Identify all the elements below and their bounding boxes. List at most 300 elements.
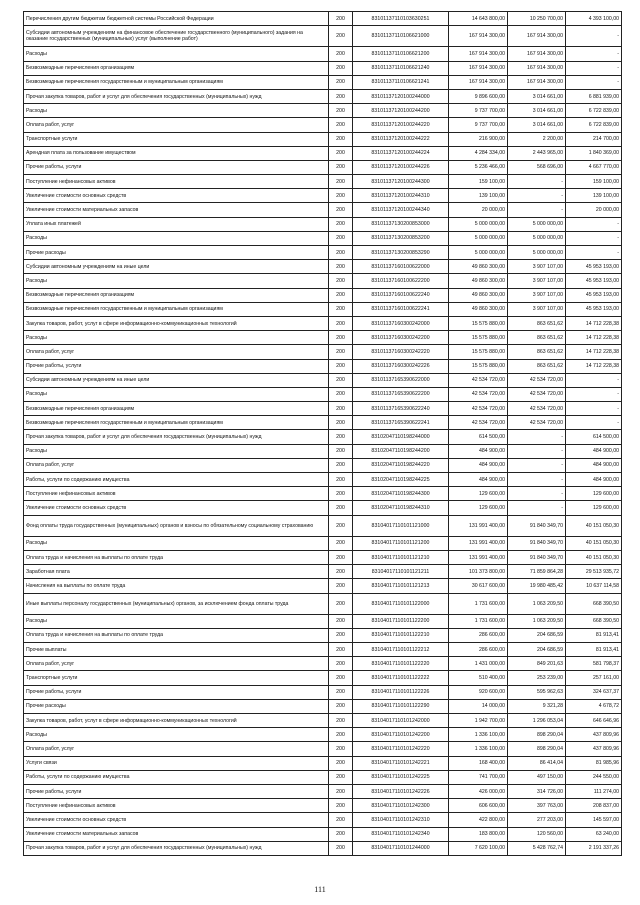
- row-classification-code-cell: 83101137165390622200: [353, 387, 449, 401]
- row-approved-amount-cell: 129 600,00: [449, 487, 508, 501]
- row-approved-amount-cell: 5 000 000,00: [449, 231, 508, 245]
- row-unexecuted-amount-cell: 45 953 193,00: [566, 302, 622, 316]
- row-name-cell: Услуги связи: [24, 756, 329, 770]
- row-classification-code-cell: 83104017110101242226: [353, 784, 449, 798]
- row-name-cell: Перечисления другим бюджетам бюджетной системы Российской Федерации: [24, 12, 329, 26]
- row-unexecuted-amount-cell: 10 637 114,58: [566, 579, 622, 593]
- row-executed-amount-cell: -: [508, 444, 566, 458]
- row-approved-amount-cell: 286 600,00: [449, 643, 508, 657]
- row-classification-code-cell: 83101137160100622000: [353, 260, 449, 274]
- row-classification-code-cell: 83101137130200853000: [353, 217, 449, 231]
- row-executed-amount-cell: 5 000 000,00: [508, 231, 566, 245]
- row-unexecuted-amount-cell: 208 837,00: [566, 799, 622, 813]
- row-code-cell: 200: [329, 473, 353, 487]
- row-unexecuted-amount-cell: -: [566, 387, 622, 401]
- row-approved-amount-cell: 183 800,00: [449, 827, 508, 841]
- row-classification-code-cell: 83101137110106621241: [353, 75, 449, 89]
- row-executed-amount-cell: 3 907 107,00: [508, 260, 566, 274]
- row-code-cell: 200: [329, 387, 353, 401]
- row-unexecuted-amount-cell: -: [566, 217, 622, 231]
- row-executed-amount-cell: 91 840 349,70: [508, 536, 566, 550]
- row-name-cell: Увеличение стоимости основных средств: [24, 501, 329, 515]
- row-unexecuted-amount-cell: 6 722 839,00: [566, 118, 622, 132]
- row-classification-code-cell: 83101137120100244300: [353, 175, 449, 189]
- row-classification-code-cell: 83101137165390622241: [353, 416, 449, 430]
- table-row: [24, 671, 622, 685]
- row-name-cell: Безвозмездные перечисления государственным и муниципальным организациям: [24, 416, 329, 430]
- table-body: [24, 12, 622, 856]
- row-unexecuted-amount-cell: 20 000,00: [566, 203, 622, 217]
- row-approved-amount-cell: 168 400,00: [449, 756, 508, 770]
- row-executed-amount-cell: 3 014 661,00: [508, 89, 566, 103]
- row-executed-amount-cell: 42 534 720,00: [508, 373, 566, 387]
- row-approved-amount-cell: 1 431 000,00: [449, 657, 508, 671]
- row-approved-amount-cell: 49 860 300,00: [449, 288, 508, 302]
- row-approved-amount-cell: 20 000,00: [449, 203, 508, 217]
- row-executed-amount-cell: 863 651,62: [508, 331, 566, 345]
- row-classification-code-cell: 83101137160100622240: [353, 288, 449, 302]
- row-code-cell: 200: [329, 685, 353, 699]
- row-executed-amount-cell: 71 859 864,28: [508, 565, 566, 579]
- row-name-cell: Оплата труда и начисления на выплаты по оплате труда: [24, 628, 329, 642]
- row-code-cell: 200: [329, 657, 353, 671]
- row-executed-amount-cell: 167 914 300,00: [508, 47, 566, 61]
- row-name-cell: Безвозмездные перечисления организациям: [24, 288, 329, 302]
- table-row: [24, 473, 622, 487]
- row-executed-amount-cell: 3 907 107,00: [508, 288, 566, 302]
- row-unexecuted-amount-cell: 484 900,00: [566, 473, 622, 487]
- row-executed-amount-cell: 849 201,63: [508, 657, 566, 671]
- table-row: [24, 12, 622, 26]
- row-unexecuted-amount-cell: -: [566, 61, 622, 75]
- row-classification-code-cell: 83104017110101242221: [353, 756, 449, 770]
- row-executed-amount-cell: 3 907 107,00: [508, 302, 566, 316]
- table-row: [24, 501, 622, 515]
- row-approved-amount-cell: 15 575 880,00: [449, 316, 508, 330]
- row-code-cell: 200: [329, 827, 353, 841]
- table-row: [24, 458, 622, 472]
- row-code-cell: 200: [329, 550, 353, 564]
- row-name-cell: Прочие работы, услуги: [24, 359, 329, 373]
- row-code-cell: 200: [329, 89, 353, 103]
- table-row: [24, 770, 622, 784]
- row-unexecuted-amount-cell: 45 953 193,00: [566, 274, 622, 288]
- row-name-cell: Прочие работы, услуги: [24, 784, 329, 798]
- row-name-cell: Прочие работы, услуги: [24, 685, 329, 699]
- row-classification-code-cell: 83101137130200853290: [353, 246, 449, 260]
- row-approved-amount-cell: 101 373 800,00: [449, 565, 508, 579]
- row-code-cell: 200: [329, 189, 353, 203]
- row-code-cell: 200: [329, 813, 353, 827]
- table-row: [24, 813, 622, 827]
- table-row: [24, 246, 622, 260]
- row-executed-amount-cell: 120 560,00: [508, 827, 566, 841]
- row-approved-amount-cell: 1 336 100,00: [449, 728, 508, 742]
- row-unexecuted-amount-cell: 437 809,96: [566, 728, 622, 742]
- row-name-cell: Поступление нефинансовых активов: [24, 487, 329, 501]
- table-row: [24, 756, 622, 770]
- row-executed-amount-cell: -: [508, 473, 566, 487]
- row-unexecuted-amount-cell: 14 712 228,38: [566, 331, 622, 345]
- table-row: [24, 61, 622, 75]
- row-unexecuted-amount-cell: 4 393 100,00: [566, 12, 622, 26]
- row-code-cell: 200: [329, 784, 353, 798]
- row-code-cell: 200: [329, 593, 353, 614]
- row-name-cell: Расходы: [24, 47, 329, 61]
- row-classification-code-cell: 83101137160300242000: [353, 316, 449, 330]
- row-unexecuted-amount-cell: -: [566, 47, 622, 61]
- row-code-cell: 200: [329, 246, 353, 260]
- row-approved-amount-cell: 9 737 700,00: [449, 118, 508, 132]
- table-row: [24, 373, 622, 387]
- table-row: [24, 416, 622, 430]
- row-approved-amount-cell: 42 534 720,00: [449, 373, 508, 387]
- row-unexecuted-amount-cell: 45 953 193,00: [566, 260, 622, 274]
- row-classification-code-cell: 83101137160300242200: [353, 331, 449, 345]
- row-name-cell: Уплата иных платежей: [24, 217, 329, 231]
- row-approved-amount-cell: 1 731 600,00: [449, 593, 508, 614]
- row-approved-amount-cell: 167 914 300,00: [449, 47, 508, 61]
- row-classification-code-cell: 83101137160300242226: [353, 359, 449, 373]
- row-executed-amount-cell: -: [508, 189, 566, 203]
- row-unexecuted-amount-cell: 63 240,00: [566, 827, 622, 841]
- row-code-cell: 200: [329, 359, 353, 373]
- row-approved-amount-cell: 167 914 300,00: [449, 75, 508, 89]
- row-executed-amount-cell: 91 840 349,70: [508, 515, 566, 536]
- row-classification-code-cell: 83104017110101122200: [353, 614, 449, 628]
- table-row: [24, 47, 622, 61]
- row-code-cell: 200: [329, 536, 353, 550]
- row-code-cell: 200: [329, 487, 353, 501]
- row-name-cell: Оплата труда и начисления на выплаты по оплате труда: [24, 550, 329, 564]
- row-name-cell: Увеличение стоимости материальных запасов: [24, 203, 329, 217]
- row-unexecuted-amount-cell: 6 881 939,00: [566, 89, 622, 103]
- row-code-cell: 200: [329, 104, 353, 118]
- row-name-cell: Иные выплаты персоналу государственных (муниципальных) органов, за исключением фонда оплаты труда: [24, 593, 329, 614]
- row-unexecuted-amount-cell: 129 600,00: [566, 487, 622, 501]
- row-approved-amount-cell: 614 500,00: [449, 430, 508, 444]
- row-classification-code-cell: 83101137165390622240: [353, 402, 449, 416]
- row-classification-code-cell: 83104017110101122212: [353, 643, 449, 657]
- budget-report-page: [23, 11, 621, 856]
- row-executed-amount-cell: 1 296 053,04: [508, 714, 566, 728]
- table-row: [24, 699, 622, 713]
- row-approved-amount-cell: 42 534 720,00: [449, 402, 508, 416]
- row-unexecuted-amount-cell: 40 151 050,30: [566, 550, 622, 564]
- row-executed-amount-cell: 42 534 720,00: [508, 387, 566, 401]
- row-code-cell: 200: [329, 671, 353, 685]
- row-unexecuted-amount-cell: -: [566, 402, 622, 416]
- row-approved-amount-cell: 49 860 300,00: [449, 302, 508, 316]
- row-code-cell: 200: [329, 160, 353, 174]
- row-unexecuted-amount-cell: 14 712 228,38: [566, 359, 622, 373]
- table-row: [24, 714, 622, 728]
- row-executed-amount-cell: 1 063 209,50: [508, 614, 566, 628]
- page-number: 111: [314, 885, 326, 894]
- row-classification-code-cell: 83102047110198244310: [353, 501, 449, 515]
- row-classification-code-cell: 83101137120100244200: [353, 104, 449, 118]
- table-row: [24, 203, 622, 217]
- row-unexecuted-amount-cell: 668 390,50: [566, 593, 622, 614]
- row-code-cell: 200: [329, 274, 353, 288]
- row-executed-amount-cell: 314 726,00: [508, 784, 566, 798]
- row-code-cell: 200: [329, 458, 353, 472]
- table-row: [24, 260, 622, 274]
- row-code-cell: 200: [329, 175, 353, 189]
- row-unexecuted-amount-cell: 581 798,37: [566, 657, 622, 671]
- row-code-cell: 200: [329, 444, 353, 458]
- row-classification-code-cell: 83104017110101122210: [353, 628, 449, 642]
- row-approved-amount-cell: 5 000 000,00: [449, 246, 508, 260]
- row-name-cell: Расходы: [24, 444, 329, 458]
- row-classification-code-cell: 83104017110101242000: [353, 714, 449, 728]
- row-unexecuted-amount-cell: 2 191 337,26: [566, 841, 622, 855]
- row-name-cell: Безвозмездные перечисления государственным и муниципальным организациям: [24, 302, 329, 316]
- row-executed-amount-cell: 1 063 209,50: [508, 593, 566, 614]
- row-name-cell: Расходы: [24, 387, 329, 401]
- row-name-cell: Субсидии автономным учреждениям на иные цели: [24, 373, 329, 387]
- row-classification-code-cell: 83104017110101242300: [353, 799, 449, 813]
- row-name-cell: Транспортные услуги: [24, 671, 329, 685]
- table-row: [24, 387, 622, 401]
- row-approved-amount-cell: 741 700,00: [449, 770, 508, 784]
- row-name-cell: Расходы: [24, 331, 329, 345]
- row-unexecuted-amount-cell: 40 151 050,30: [566, 536, 622, 550]
- row-executed-amount-cell: -: [508, 203, 566, 217]
- row-executed-amount-cell: -: [508, 175, 566, 189]
- row-classification-code-cell: 83104017110101121000: [353, 515, 449, 536]
- table-row: [24, 75, 622, 89]
- row-approved-amount-cell: 49 860 300,00: [449, 274, 508, 288]
- row-executed-amount-cell: -: [508, 487, 566, 501]
- row-executed-amount-cell: 863 651,62: [508, 359, 566, 373]
- row-approved-amount-cell: 15 575 880,00: [449, 331, 508, 345]
- row-approved-amount-cell: 422 800,00: [449, 813, 508, 827]
- row-approved-amount-cell: 42 534 720,00: [449, 387, 508, 401]
- row-code-cell: 200: [329, 47, 353, 61]
- row-name-cell: Безвозмездные перечисления организациям: [24, 402, 329, 416]
- row-name-cell: Начисления на выплаты по оплате труда: [24, 579, 329, 593]
- row-executed-amount-cell: 397 763,00: [508, 799, 566, 813]
- row-name-cell: Заработная плата: [24, 565, 329, 579]
- row-name-cell: Безвозмездные перечисления государственным и муниципальным организациям: [24, 75, 329, 89]
- row-name-cell: Прочая закупка товаров, работ и услуг для обеспечения государственных (муниципальных) нужд: [24, 430, 329, 444]
- row-classification-code-cell: 83101137120100244340: [353, 203, 449, 217]
- row-executed-amount-cell: -: [508, 501, 566, 515]
- row-executed-amount-cell: -: [508, 430, 566, 444]
- row-approved-amount-cell: 167 914 300,00: [449, 26, 508, 47]
- table-row: [24, 146, 622, 160]
- row-code-cell: 200: [329, 345, 353, 359]
- row-code-cell: 200: [329, 316, 353, 330]
- row-classification-code-cell: 83101137160300242220: [353, 345, 449, 359]
- row-approved-amount-cell: 484 900,00: [449, 458, 508, 472]
- row-unexecuted-amount-cell: 646 646,96: [566, 714, 622, 728]
- row-executed-amount-cell: 204 686,59: [508, 643, 566, 657]
- row-code-cell: 200: [329, 565, 353, 579]
- row-executed-amount-cell: 863 651,62: [508, 345, 566, 359]
- row-code-cell: 200: [329, 118, 353, 132]
- row-executed-amount-cell: 253 239,00: [508, 671, 566, 685]
- row-code-cell: 200: [329, 841, 353, 855]
- row-classification-code-cell: 83101137120100244310: [353, 189, 449, 203]
- table-row: [24, 402, 622, 416]
- row-executed-amount-cell: -: [508, 458, 566, 472]
- row-unexecuted-amount-cell: -: [566, 231, 622, 245]
- row-approved-amount-cell: 216 900,00: [449, 132, 508, 146]
- row-name-cell: Транспортные услуги: [24, 132, 329, 146]
- row-code-cell: 200: [329, 714, 353, 728]
- row-code-cell: 200: [329, 26, 353, 47]
- row-executed-amount-cell: 42 534 720,00: [508, 402, 566, 416]
- row-approved-amount-cell: 5 236 466,00: [449, 160, 508, 174]
- row-code-cell: 200: [329, 416, 353, 430]
- row-code-cell: 200: [329, 75, 353, 89]
- row-unexecuted-amount-cell: 668 390,50: [566, 614, 622, 628]
- row-approved-amount-cell: 1 942 700,00: [449, 714, 508, 728]
- table-row: [24, 657, 622, 671]
- row-name-cell: Субсидии автономным учреждениям на иные цели: [24, 260, 329, 274]
- row-classification-code-cell: 83101137110106621000: [353, 26, 449, 47]
- table-row: [24, 784, 622, 798]
- row-approved-amount-cell: 167 914 300,00: [449, 61, 508, 75]
- row-classification-code-cell: 83104017110101242310: [353, 813, 449, 827]
- row-classification-code-cell: 83104017110101122290: [353, 699, 449, 713]
- row-unexecuted-amount-cell: 4 667 770,00: [566, 160, 622, 174]
- table-row: [24, 827, 622, 841]
- row-unexecuted-amount-cell: 40 151 050,30: [566, 515, 622, 536]
- row-executed-amount-cell: 10 250 700,00: [508, 12, 566, 26]
- row-classification-code-cell: 83104017110101242225: [353, 770, 449, 784]
- row-approved-amount-cell: 1 336 100,00: [449, 742, 508, 756]
- table-row: [24, 799, 622, 813]
- table-row: [24, 89, 622, 103]
- row-unexecuted-amount-cell: 14 712 228,38: [566, 316, 622, 330]
- row-classification-code-cell: 83102047110198244220: [353, 458, 449, 472]
- row-unexecuted-amount-cell: 45 953 193,00: [566, 288, 622, 302]
- row-classification-code-cell: 83101137120100244220: [353, 118, 449, 132]
- row-approved-amount-cell: 484 900,00: [449, 444, 508, 458]
- row-approved-amount-cell: 510 400,00: [449, 671, 508, 685]
- row-classification-code-cell: 83101137120100244000: [353, 89, 449, 103]
- table-row: [24, 175, 622, 189]
- row-executed-amount-cell: 86 414,04: [508, 756, 566, 770]
- table-row: [24, 628, 622, 642]
- row-code-cell: 200: [329, 643, 353, 657]
- row-code-cell: 200: [329, 515, 353, 536]
- row-classification-code-cell: 83101137130200853200: [353, 231, 449, 245]
- table-row: [24, 132, 622, 146]
- row-code-cell: 200: [329, 12, 353, 26]
- table-row: [24, 316, 622, 330]
- row-unexecuted-amount-cell: 81 985,96: [566, 756, 622, 770]
- row-name-cell: Расходы: [24, 728, 329, 742]
- row-code-cell: 200: [329, 373, 353, 387]
- row-approved-amount-cell: 9 737 700,00: [449, 104, 508, 118]
- row-executed-amount-cell: 42 534 720,00: [508, 416, 566, 430]
- row-name-cell: Оплата работ, услуг: [24, 742, 329, 756]
- table-row: [24, 359, 622, 373]
- row-code-cell: 200: [329, 699, 353, 713]
- row-approved-amount-cell: 131 991 400,00: [449, 536, 508, 550]
- row-executed-amount-cell: 9 321,28: [508, 699, 566, 713]
- row-approved-amount-cell: 159 100,00: [449, 175, 508, 189]
- row-unexecuted-amount-cell: -: [566, 75, 622, 89]
- row-name-cell: Оплата работ, услуг: [24, 345, 329, 359]
- table-row: [24, 118, 622, 132]
- row-name-cell: Поступление нефинансовых активов: [24, 799, 329, 813]
- row-unexecuted-amount-cell: 4 678,72: [566, 699, 622, 713]
- table-row: [24, 430, 622, 444]
- table-row: [24, 841, 622, 855]
- row-executed-amount-cell: 5 428 762,74: [508, 841, 566, 855]
- row-unexecuted-amount-cell: 484 900,00: [566, 444, 622, 458]
- row-name-cell: Расходы: [24, 104, 329, 118]
- row-name-cell: Расходы: [24, 536, 329, 550]
- row-code-cell: 200: [329, 260, 353, 274]
- row-name-cell: Безвозмездные перечисления организациям: [24, 61, 329, 75]
- row-code-cell: 200: [329, 231, 353, 245]
- row-name-cell: Закупка товаров, работ, услуг в сфере информационно-коммуникационных технологий: [24, 714, 329, 728]
- table-row: [24, 288, 622, 302]
- row-executed-amount-cell: 3 014 661,00: [508, 118, 566, 132]
- row-approved-amount-cell: 129 600,00: [449, 501, 508, 515]
- table-row: [24, 742, 622, 756]
- row-name-cell: Работы, услуги по содержанию имущества: [24, 473, 329, 487]
- row-unexecuted-amount-cell: 257 161,00: [566, 671, 622, 685]
- row-code-cell: 200: [329, 628, 353, 642]
- row-approved-amount-cell: 7 620 100,00: [449, 841, 508, 855]
- row-classification-code-cell: 83104017110101122226: [353, 685, 449, 699]
- table-row: [24, 345, 622, 359]
- row-name-cell: Прочие выплаты: [24, 643, 329, 657]
- row-classification-code-cell: 83104017110101121210: [353, 550, 449, 564]
- row-approved-amount-cell: 1 731 600,00: [449, 614, 508, 628]
- row-executed-amount-cell: 167 914 300,00: [508, 61, 566, 75]
- row-approved-amount-cell: 139 100,00: [449, 189, 508, 203]
- row-executed-amount-cell: 167 914 300,00: [508, 26, 566, 47]
- row-unexecuted-amount-cell: 129 600,00: [566, 501, 622, 515]
- row-approved-amount-cell: 15 575 880,00: [449, 359, 508, 373]
- row-classification-code-cell: 83104017110101244000: [353, 841, 449, 855]
- row-classification-code-cell: 83101137160100622241: [353, 302, 449, 316]
- row-approved-amount-cell: 14 643 800,00: [449, 12, 508, 26]
- row-unexecuted-amount-cell: 6 722 839,00: [566, 104, 622, 118]
- table-row: [24, 302, 622, 316]
- row-code-cell: 200: [329, 728, 353, 742]
- row-unexecuted-amount-cell: 1 840 369,00: [566, 146, 622, 160]
- row-approved-amount-cell: 484 900,00: [449, 473, 508, 487]
- row-approved-amount-cell: 4 284 334,00: [449, 146, 508, 160]
- row-classification-code-cell: 83101137110106621240: [353, 61, 449, 75]
- table-row: [24, 189, 622, 203]
- row-classification-code-cell: 83102047110198244000: [353, 430, 449, 444]
- row-executed-amount-cell: 5 000 000,00: [508, 246, 566, 260]
- row-classification-code-cell: 83104017110101242340: [353, 827, 449, 841]
- row-classification-code-cell: 83104017110101122220: [353, 657, 449, 671]
- row-unexecuted-amount-cell: 14 712 228,38: [566, 345, 622, 359]
- row-approved-amount-cell: 42 534 720,00: [449, 416, 508, 430]
- row-unexecuted-amount-cell: 214 700,00: [566, 132, 622, 146]
- row-unexecuted-amount-cell: -: [566, 373, 622, 387]
- table-row: [24, 444, 622, 458]
- row-code-cell: 200: [329, 217, 353, 231]
- row-name-cell: Фонд оплаты труда государственных (муниципальных) органов и взносы по обязательному социальному страхованию: [24, 515, 329, 536]
- row-name-cell: Оплата работ, услуг: [24, 458, 329, 472]
- row-executed-amount-cell: 595 962,63: [508, 685, 566, 699]
- row-classification-code-cell: 83101137120100244224: [353, 146, 449, 160]
- row-approved-amount-cell: 426 000,00: [449, 784, 508, 798]
